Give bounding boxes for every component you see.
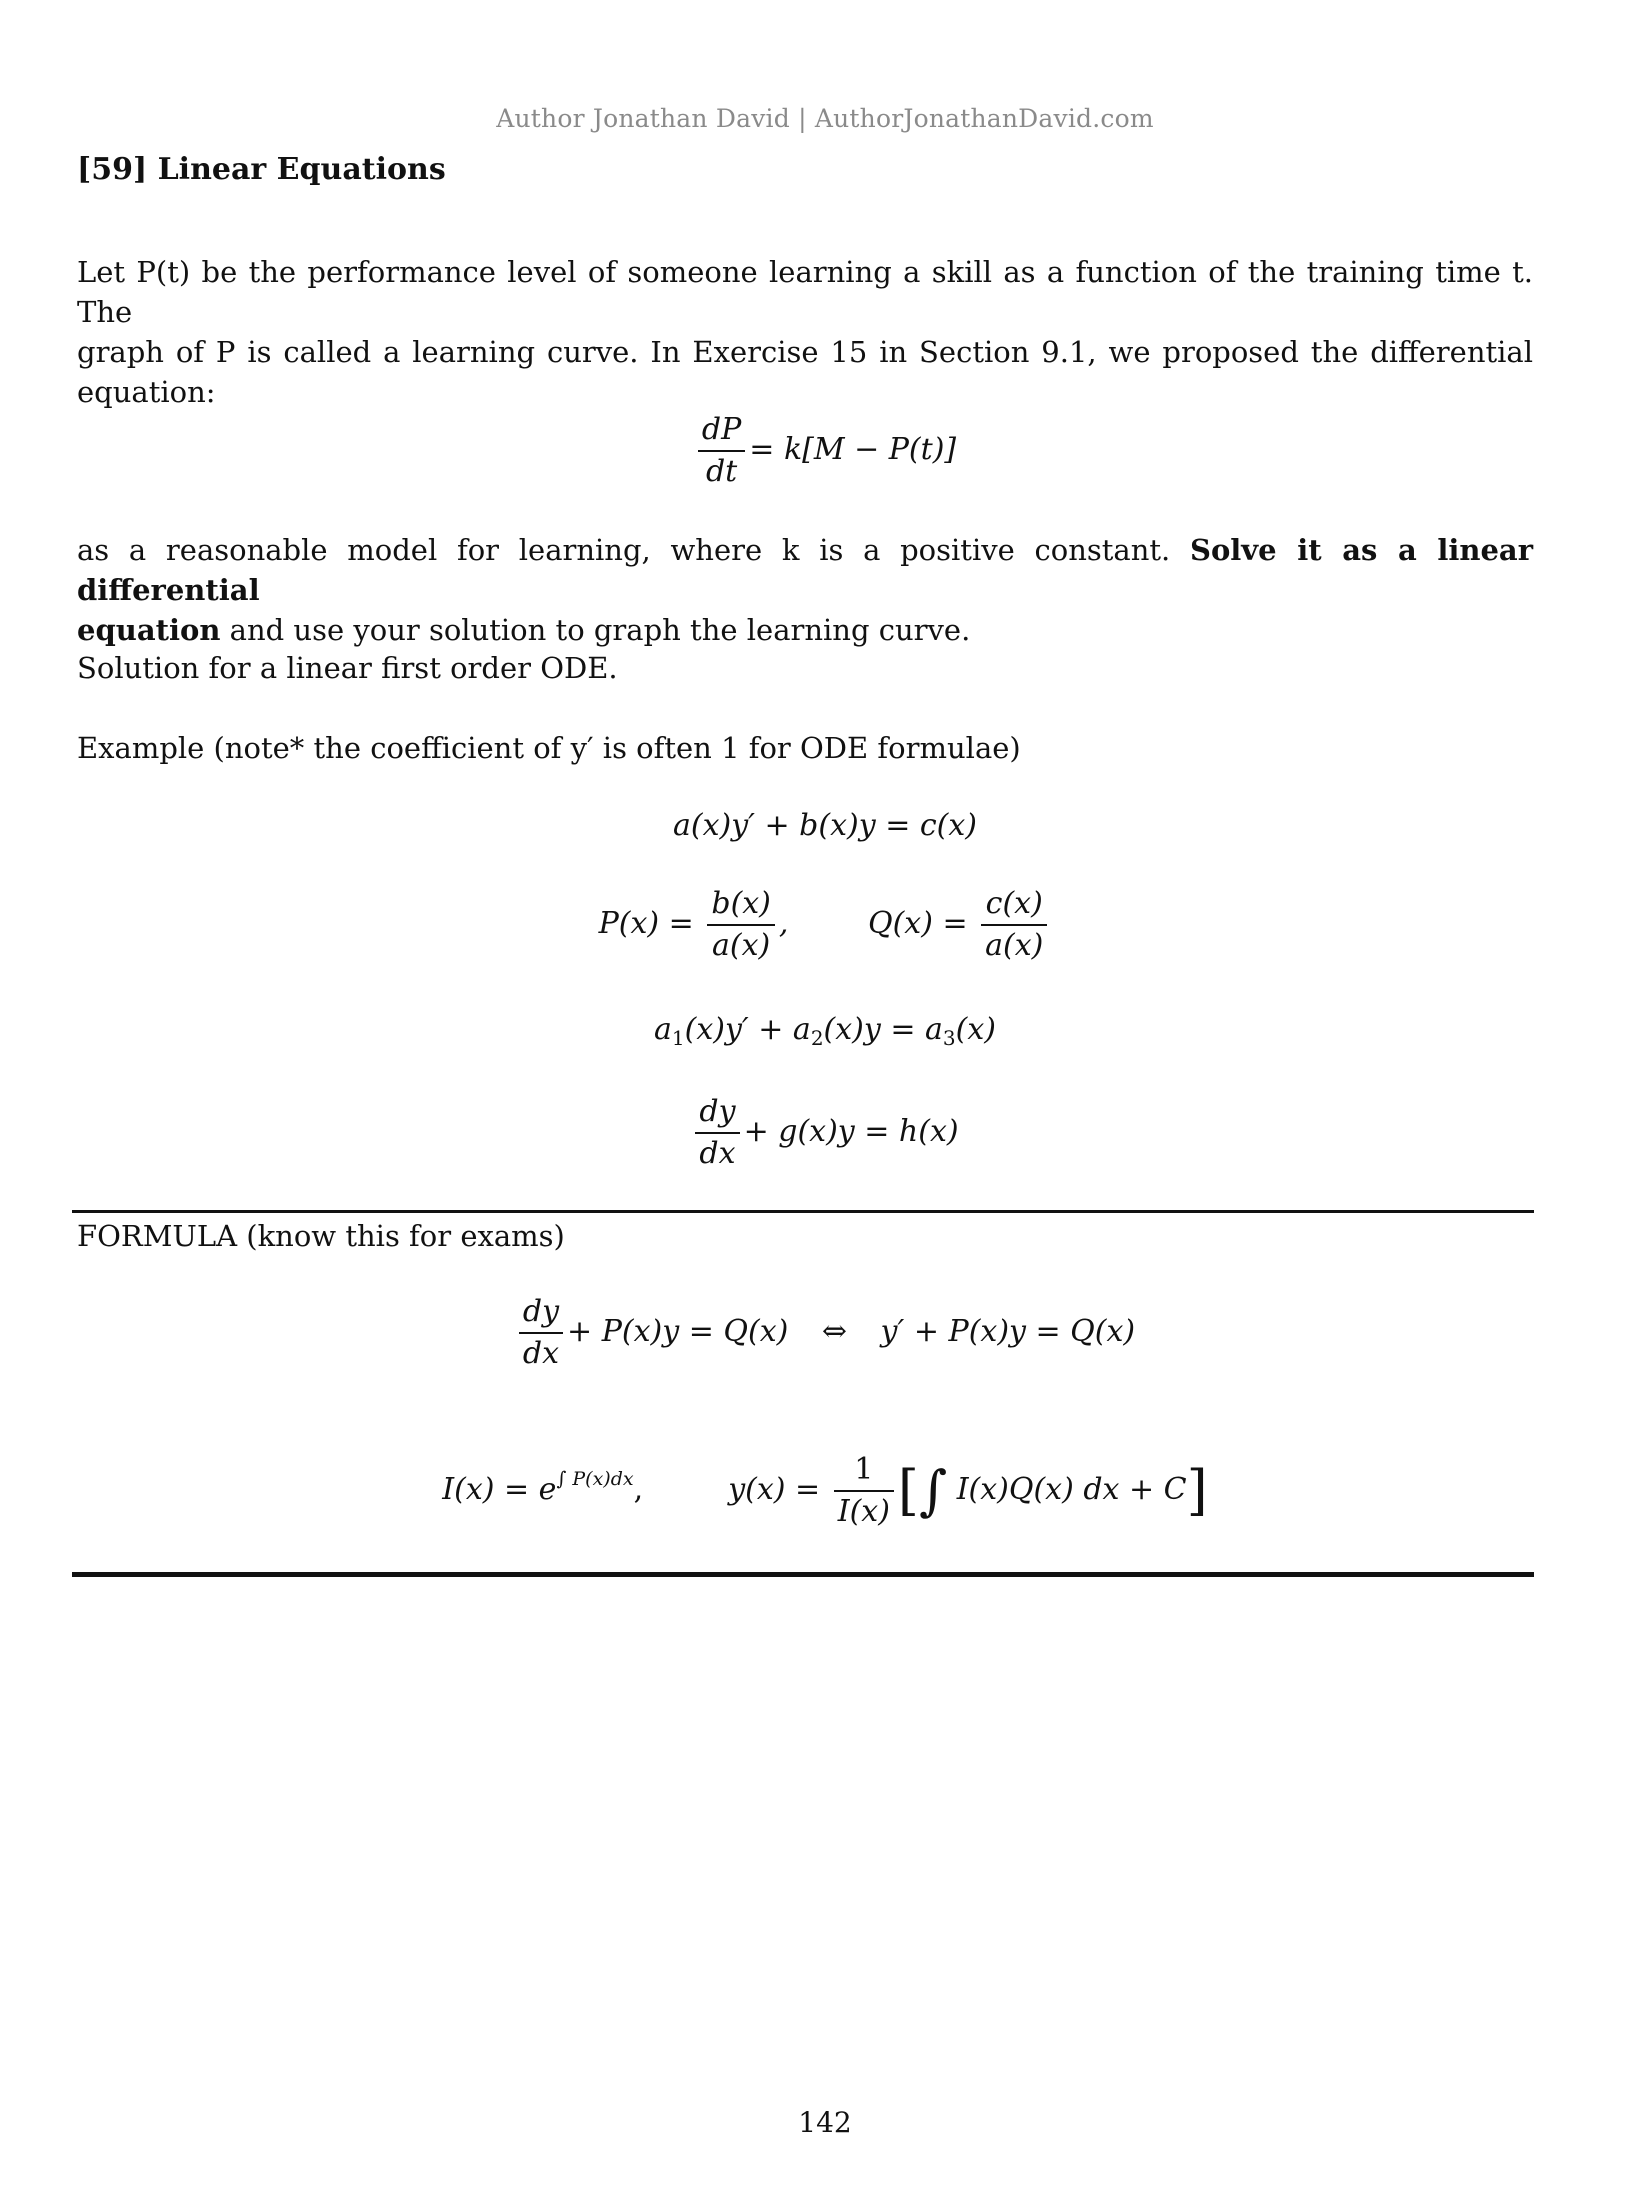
exponent: ∫ P(x)dx xyxy=(556,1468,634,1490)
subscript: 2 xyxy=(810,1026,824,1050)
model-rhs: = k[M − P(t)] xyxy=(749,432,957,467)
dy-dx-fraction xyxy=(695,1092,739,1174)
fraction-numerator: 1 xyxy=(834,1450,894,1492)
eq-text: a xyxy=(654,1012,672,1047)
divider-top xyxy=(72,1210,1534,1213)
solution-lhs: y(x) = xyxy=(728,1472,821,1507)
fraction-denominator: dt xyxy=(705,454,738,489)
model-description xyxy=(77,530,1533,650)
subscript: 3 xyxy=(942,1026,956,1050)
close-bracket: ] xyxy=(1186,1459,1208,1522)
q-fraction xyxy=(981,884,1047,966)
model-description-line-1 xyxy=(77,530,1533,610)
fraction-denominator: a(x) xyxy=(712,928,771,963)
fraction-denominator: dx xyxy=(699,1136,736,1171)
plain-text: and use your solution to graph the learning curve. xyxy=(220,613,971,647)
p-q-definitions: P(x) = $\frac{b(x)}{a(x)}$ , Q(x) = $\frac{c(x)}{a(x)}$ xyxy=(0,884,1650,966)
fraction-numerator: c(x) xyxy=(981,884,1047,926)
fraction-numerator: dy xyxy=(695,1092,739,1134)
formula-heading: FORMULA (know this for exams) xyxy=(77,1219,565,1253)
intro-line-1: Let P(t) be the performance level of someone learning a skill as a function of the training time t. The xyxy=(77,255,1533,329)
comma: , xyxy=(633,1472,644,1507)
intro-paragraph xyxy=(77,252,1533,412)
fraction-denominator: I(x) xyxy=(837,1494,890,1529)
eq-text: (x)y = a xyxy=(823,1012,943,1047)
integral-sign: ∫ xyxy=(919,1459,948,1522)
example-note: Example (note* the coefficient of y′ is often 1 for ODE formulae) xyxy=(77,731,1021,765)
page-number: 142 xyxy=(798,2106,852,2139)
section-title: [59] Linear Equations xyxy=(77,152,446,187)
q-lhs: Q(x) = xyxy=(867,906,968,941)
open-bracket: [ xyxy=(897,1459,919,1522)
one-over-i-fraction xyxy=(834,1450,894,1532)
subscript-linear-equation xyxy=(0,1012,1650,1050)
fraction-denominator: a(x) xyxy=(985,928,1044,963)
general-linear-equation: a(x)y′ + b(x)y = c(x) xyxy=(673,808,977,843)
dp-dt-fraction xyxy=(698,410,745,492)
gh-rhs: + g(x)y = h(x) xyxy=(743,1114,959,1149)
intro-line-3: equation: xyxy=(77,375,216,409)
integrating-factor-lhs: I(x) = e xyxy=(442,1472,557,1507)
dy-dx-fraction xyxy=(519,1292,563,1374)
plain-text: as a reasonable model for learning, where k is a positive constant. xyxy=(77,533,1190,567)
subscript: 1 xyxy=(671,1026,685,1050)
bold-instruction: Solve it as a linear differential xyxy=(77,533,1533,607)
formula-solution xyxy=(0,1450,1650,1532)
running-header: Author Jonathan David | AuthorJonathanDavid.com xyxy=(496,104,1154,133)
intro-line-2: graph of P is called a learning curve. In Exercise 15 in Section 9.1, we proposed the differential xyxy=(77,335,1533,369)
solution-heading: Solution for a linear first order ODE. xyxy=(77,651,618,685)
fraction-denominator: dx xyxy=(522,1336,560,1371)
model-equation xyxy=(0,410,1650,492)
bold-instruction: equation xyxy=(77,613,221,647)
formula-standard-form xyxy=(0,1292,1650,1374)
p-fraction xyxy=(707,884,775,966)
eq-text: y′ + P(x)y = Q(x) xyxy=(880,1314,1136,1349)
p-lhs: P(x) = xyxy=(598,906,694,941)
eq-text: (x) xyxy=(955,1012,996,1047)
gh-equation xyxy=(0,1092,1650,1174)
fraction-numerator: b(x) xyxy=(707,884,775,926)
model-description-line-2 xyxy=(77,610,1533,650)
eq-text: (x)y′ + a xyxy=(684,1012,811,1047)
divider-bottom xyxy=(72,1572,1534,1577)
fraction-numerator: dP xyxy=(698,410,745,452)
fraction-numerator: dy xyxy=(519,1292,563,1334)
eq-text: + P(x)y = Q(x) xyxy=(567,1314,789,1349)
equivalence-arrow: ⇔ xyxy=(821,1314,847,1349)
integrand: I(x)Q(x) dx + C xyxy=(956,1472,1187,1507)
